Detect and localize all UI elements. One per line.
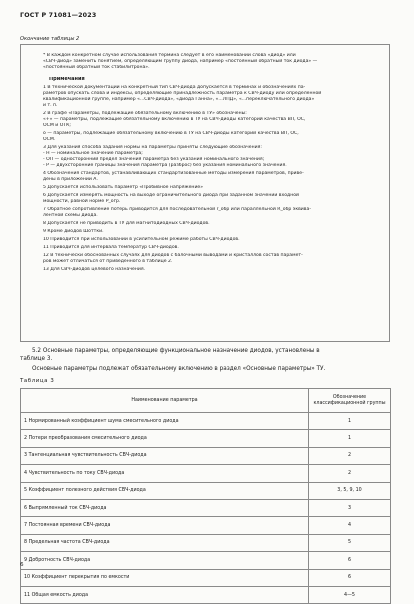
table2-notes-frame (20, 44, 390, 342)
note-line: - Р — двухсторонние границы значения параметра (разброс) без указания номинального значения. (43, 163, 287, 168)
param-name: 10 Коэффициент перекрытия по емкости (21, 569, 309, 586)
col-header-group-line1: Обозначение (332, 395, 367, 401)
notes-heading: Примечания (49, 77, 85, 82)
footnote-line: «СВЧ-диод» заменить понятием, определяющим группу диода, например «постоянный обратный ток диода» — (43, 59, 318, 64)
note-line: 10 Приводится при использовании в усилительном режиме работы СВЧ-диодов. (43, 237, 240, 242)
group-code: 2 (309, 465, 391, 482)
group-code: 4 (309, 517, 391, 534)
note-line: - ОП — односторонний предел значения параметра без указания номинального значения; (43, 157, 265, 162)
param-name: 4 Чувствительность по току СВЧ-диода (21, 465, 309, 482)
group-code: 5 (309, 534, 391, 551)
paragraph-main-params: Основные параметры подлежат обязательному включению в раздел «Основные параметры» ТУ. (32, 366, 326, 372)
note-line: 3 Для указания способа задания нормы на параметры приняты следующие обозначения: (43, 145, 262, 150)
param-name: 7 Постоянная времени СВЧ-диода (21, 517, 309, 534)
table-row (21, 569, 391, 586)
footnote-line: «постоянный обратный ток стабилитрона». (43, 65, 150, 70)
note-line: - Н — номинальное значение параметра; (43, 151, 143, 156)
table-row (21, 430, 391, 447)
param-name: 8 Предельная частота СВЧ-диода (21, 534, 309, 551)
table-row (21, 517, 391, 534)
note-line: 7 Обратное сопротивление потерь приводится для последовательной r_обр или параллельной R_обр эквива- (43, 207, 311, 212)
group-code: 3, 5, 9, 10 (309, 482, 391, 499)
col-header-group-line2: классификационной группы (313, 400, 386, 406)
param-name: 5 Коэффициент полезного действия СВЧ-диода (21, 482, 309, 499)
paragraph-5-2-line1: 5.2 Основные параметры, определяющие функциональное назначение диодов, установлены в (32, 348, 320, 354)
note-line: и т. п. (43, 103, 58, 108)
param-name: 2 Потери преобразования смесительного диода (21, 430, 309, 447)
note-line: дены в приложении А. (43, 177, 98, 182)
note-line: о — параметры, подлежащие обязательному включению в ТУ на СВЧ-диоды категорий качества ВП, ОС, (43, 131, 299, 136)
group-code: 6 (309, 552, 391, 569)
note-line: 2 В графе «Параметры, подлежащие обязательному включению в ТУ» обозначены: (43, 111, 247, 116)
param-name: 1 Нормированный коэффициент шума смесительного диода (21, 413, 309, 430)
note-line: ров может отличаться от приведенного в таблице 2. (43, 259, 173, 264)
table-continuation-label: Окончание таблицы 2 (20, 36, 80, 42)
table-row (21, 465, 391, 482)
note-line: 8 Допускается не приводить в ТУ для магнитодиодных СВЧ-диодов. (43, 221, 210, 226)
note-line: мощности, равной норме P_огр. (43, 199, 121, 204)
param-name: 3 Тангенциальная чувствительность СВЧ-диода (21, 447, 309, 464)
note-line: 9 Кроме диодов Шоттки. (43, 229, 104, 234)
group-code: 4—5 (309, 586, 391, 603)
note-line: 1 В технической документации на конкретный тип СВЧ-диода допускается в терминах и обозначениях па- (43, 85, 306, 90)
param-name: 9 Добротность СВЧ-диода (21, 552, 309, 569)
col-header-group (309, 389, 391, 413)
group-code: 6 (309, 569, 391, 586)
table-row (21, 534, 391, 551)
footnote-line: * В каждом конкретном случае использования термина следует в его наименовании слова «диод» или (43, 53, 296, 58)
group-code: 3 (309, 499, 391, 516)
table3-caption: Таблица 3 (20, 378, 55, 384)
table-header-row (21, 389, 391, 413)
note-line: 11 Приводится для интервала температур СВЧ-диодов. (43, 245, 179, 250)
note-line: ОСМ. (43, 137, 56, 142)
table-row (21, 413, 391, 430)
table-3 (20, 388, 391, 604)
page-number: 6 (20, 562, 24, 568)
table-row (21, 482, 391, 499)
standard-header: ГОСТ Р 71081—2023 (20, 12, 97, 19)
group-code: 1 (309, 413, 391, 430)
group-code: 1 (309, 430, 391, 447)
note-line: раметров опускать слова и индексы, определяющие принадлежность параметра к СВЧ-диоду или определенной (43, 91, 322, 96)
table-row (21, 447, 391, 464)
note-line: квалификационной группе, например «...СВЧ-диода», «диода Ганна», «...ЛПД», «...переключательного диода» (43, 97, 315, 102)
param-name: 11 Общая емкость диода (21, 586, 309, 603)
note-line: «+» — параметры, подлежащие обязательному включению в ТУ на СВЧ-диоды категорий качества ВП, ОС, (43, 117, 306, 122)
note-line: 5 Допускается использовать параметр «Пробивное напряжение» (43, 185, 204, 190)
table-row (21, 552, 391, 569)
note-line: 6 Допускается измерять мощность на выходе ограничительного диода при заданном значении входной (43, 193, 300, 198)
table-row (21, 499, 391, 516)
table-row (21, 586, 391, 603)
note-line: ОСМ и ОТК; (43, 123, 71, 128)
paragraph-5-2-line2: таблице 3. (20, 356, 53, 362)
note-line: 12 В технически обоснованных случаях для диодов с балочными выводами и кристаллов состав парамет- (43, 253, 303, 258)
note-line: 4 Обозначения стандартов, устанавливающих стандартизованные методы измерения параметров, приве- (43, 171, 304, 176)
param-name: 6 Выпрямленный ток СВЧ-диода (21, 499, 309, 516)
group-code: 2 (309, 447, 391, 464)
col-header-parameter: Наименование параметра (21, 389, 309, 413)
note-line: лентной схемы диода. (43, 213, 98, 218)
note-line: 13 Для СВЧ-диодов целевого назначения. (43, 267, 146, 272)
